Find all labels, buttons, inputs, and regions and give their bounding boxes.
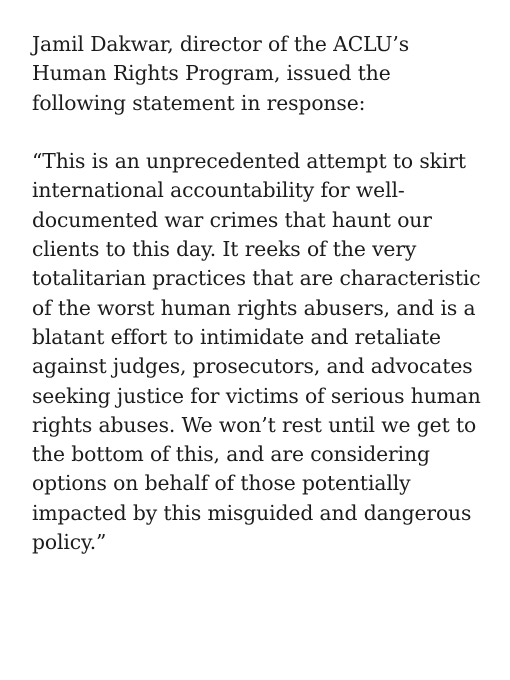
quote-line: blatant effort to intimidate and retaliate bbox=[32, 324, 441, 349]
paragraph-spacer bbox=[32, 118, 504, 147]
quote-line: the bottom of this, and are considering bbox=[32, 442, 430, 467]
quote-paragraph bbox=[32, 147, 504, 557]
quote-line: against judges, prosecutors, and advocates bbox=[32, 354, 473, 379]
quote-line: policy.” bbox=[32, 530, 107, 555]
quote-line: “This is an unprecedented attempt to skirt bbox=[32, 149, 466, 174]
quote-line: clients to this day. It reeks of the very bbox=[32, 237, 417, 262]
quote-line: seeking justice for victims of serious human bbox=[32, 383, 481, 408]
intro-line: Human Rights Program, issued the bbox=[32, 61, 391, 86]
intro-line: Jamil Dakwar, director of the ACLU’s bbox=[32, 32, 410, 56]
intro-line: following statement in response: bbox=[32, 90, 366, 115]
quote-line: rights abuses. We won’t rest until we get to bbox=[32, 412, 477, 437]
quote-line: international accountability for well- bbox=[32, 178, 405, 203]
quote-line: documented war crimes that haunt our bbox=[32, 207, 432, 232]
quote-line: totalitarian practices that are characteristic bbox=[32, 266, 481, 291]
quote-line: options on behalf of those potentially bbox=[32, 471, 411, 496]
quote-line: impacted by this misguided and dangerous bbox=[32, 500, 472, 525]
intro-paragraph bbox=[32, 30, 504, 118]
document-body bbox=[32, 30, 504, 557]
quote-line: of the worst human rights abusers, and is a bbox=[32, 295, 476, 320]
